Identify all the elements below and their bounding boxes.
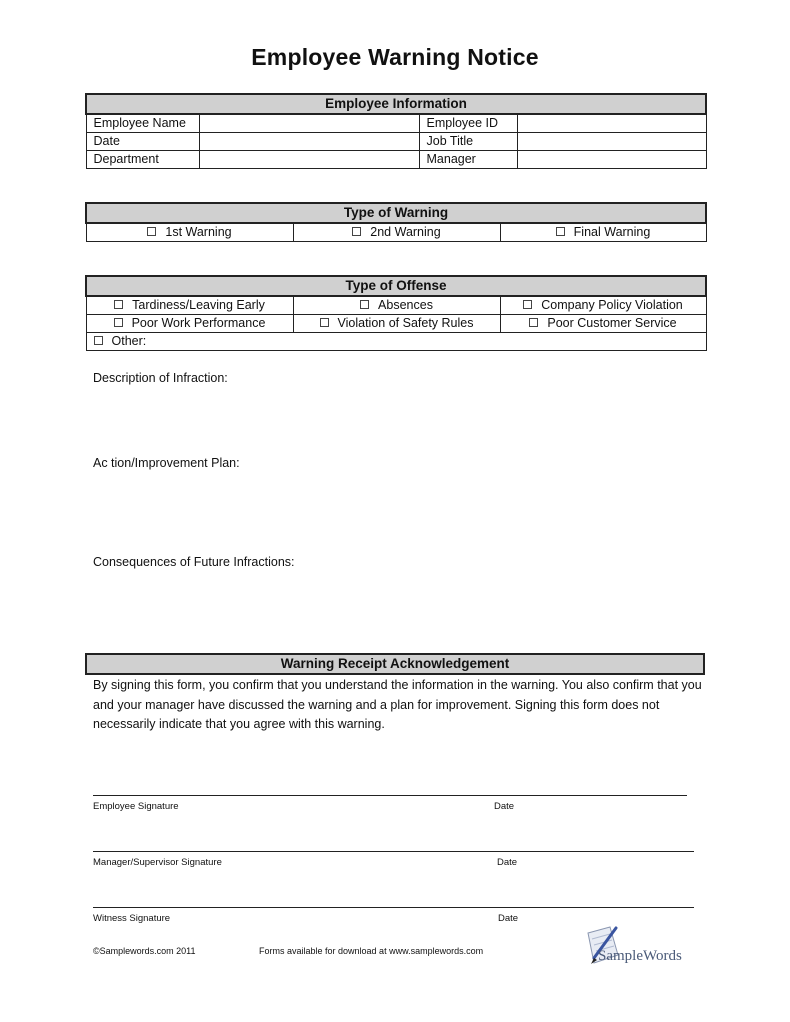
- checkbox[interactable]: [529, 318, 538, 327]
- checkbox[interactable]: [114, 300, 123, 309]
- manager-date-label: Date: [497, 857, 518, 868]
- employee-information-table: [85, 93, 707, 169]
- checkbox[interactable]: [523, 300, 532, 309]
- checkbox[interactable]: [147, 227, 156, 236]
- table-row: [86, 333, 706, 351]
- manager-field[interactable]: [517, 151, 706, 169]
- acknowledgement-text: By signing this form, you confirm that you understand the information in the warning. You also confirm that you and your manager have discussed the warning and a plan for improvement. Signing this form does not necessarily indicate that you agree with this warning.: [93, 678, 702, 731]
- table-row: [86, 223, 706, 242]
- offense-type-header: Type of Offense: [86, 276, 706, 296]
- action-plan-label: Ac tion/Improvement Plan:: [93, 456, 240, 470]
- manager-label: Manager: [419, 151, 517, 169]
- job-title-label: Job Title: [419, 133, 517, 151]
- witness-date-label: Date: [498, 913, 519, 924]
- department-label: Department: [86, 151, 199, 169]
- witness-signature-line[interactable]: [93, 907, 694, 908]
- acknowledgement-header: Warning Receipt Acknowledgement: [86, 654, 704, 674]
- employee-information-header: Employee Information: [86, 94, 706, 114]
- checkbox[interactable]: [114, 318, 123, 327]
- table-row: [86, 315, 706, 333]
- table-row: [86, 151, 706, 169]
- employee-signature-line[interactable]: [93, 795, 687, 796]
- copyright-text: ©Samplewords.com 2011: [93, 946, 196, 956]
- employee-signature-label: Employee Signature: [93, 801, 179, 812]
- final-warning-option[interactable]: Final Warning: [500, 223, 706, 242]
- employee-id-field[interactable]: [517, 114, 706, 133]
- checkbox[interactable]: [352, 227, 361, 236]
- poor-service-option[interactable]: Poor Customer Service: [500, 315, 706, 333]
- safety-violation-option[interactable]: Violation of Safety Rules: [293, 315, 500, 333]
- absences-option[interactable]: Absences: [293, 296, 500, 315]
- employee-date-label: Date: [494, 801, 515, 812]
- other-offense-option[interactable]: Other:: [86, 333, 706, 351]
- description-label: Description of Infraction:: [93, 371, 228, 385]
- checkbox[interactable]: [360, 300, 369, 309]
- download-text: Forms available for download at www.samplewords.com: [259, 946, 484, 956]
- manager-signature-line[interactable]: [93, 851, 694, 852]
- employee-name-label: Employee Name: [86, 114, 199, 133]
- consequences-label: Consequences of Future Infractions:: [93, 555, 295, 569]
- samplewords-logo: SampleWords: [598, 948, 682, 964]
- tardiness-option[interactable]: Tardiness/Leaving Early: [86, 296, 293, 315]
- job-title-field[interactable]: [517, 133, 706, 151]
- table-row: [86, 133, 706, 151]
- policy-violation-option[interactable]: Company Policy Violation: [500, 296, 706, 315]
- page-title: Employee Warning Notice: [251, 44, 539, 70]
- checkbox[interactable]: [556, 227, 565, 236]
- manager-signature-label: Manager/Supervisor Signature: [93, 857, 222, 868]
- department-field[interactable]: [199, 151, 419, 169]
- checkbox[interactable]: [320, 318, 329, 327]
- employee-name-field[interactable]: [199, 114, 419, 133]
- first-warning-option[interactable]: 1st Warning: [86, 223, 293, 242]
- warning-type-table: [85, 202, 707, 242]
- date-field[interactable]: [199, 133, 419, 151]
- checkbox[interactable]: [94, 336, 103, 345]
- warning-type-header: Type of Warning: [86, 203, 706, 223]
- date-label: Date: [86, 133, 199, 151]
- table-row: [86, 114, 706, 133]
- offense-type-table: [85, 275, 707, 351]
- second-warning-option[interactable]: 2nd Warning: [293, 223, 500, 242]
- poor-performance-option[interactable]: Poor Work Performance: [86, 315, 293, 333]
- table-row: [86, 296, 706, 315]
- witness-signature-label: Witness Signature: [93, 913, 171, 924]
- acknowledgement-table: [85, 653, 705, 675]
- employee-id-label: Employee ID: [419, 114, 517, 133]
